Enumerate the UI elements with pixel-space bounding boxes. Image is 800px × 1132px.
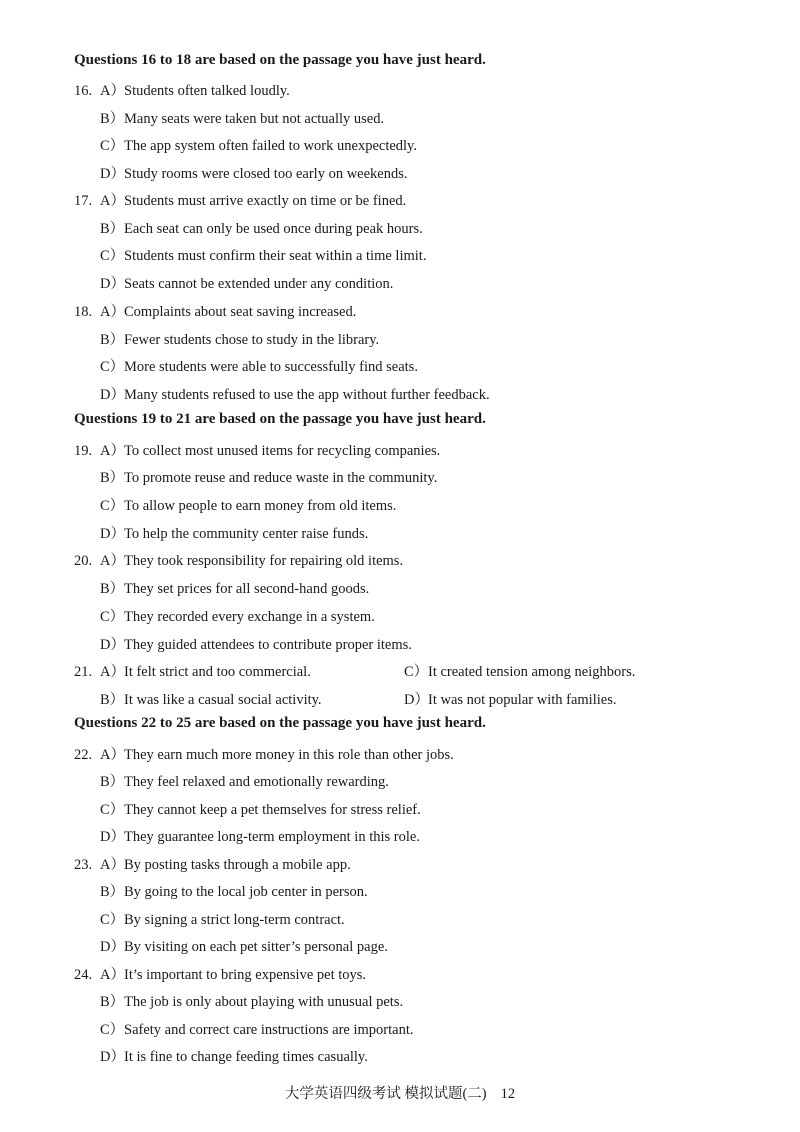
question-20-option-d: D）They guided attendees to contribute proper items. (100, 637, 412, 653)
question-number: 22. (74, 747, 93, 763)
question-19-option-b: B）To promote reuse and reduce waste in the community. (100, 470, 438, 486)
section-heading: Questions 22 to 25 are based on the passage you have just heard. (74, 715, 486, 731)
question-17-option-c: C）Students must confirm their seat within a time limit. (100, 248, 427, 264)
question-22-option-d: D）They guarantee long-term employment in this role. (100, 829, 420, 845)
question-18-option-b: B）Fewer students chose to study in the library. (100, 332, 380, 348)
question-number: 17. (74, 193, 93, 209)
question-21-option-c: C）It created tension among neighbors. (404, 664, 636, 680)
question-19-option-c: C）To allow people to earn money from old items. (100, 498, 397, 514)
question-17-option-d: D）Seats cannot be extended under any condition. (100, 276, 394, 292)
question-21-option-d: D）It was not popular with families. (404, 692, 617, 708)
page-number: 12 (500, 1086, 516, 1102)
question-22-option-c: C）They cannot keep a pet themselves for stress relief. (100, 802, 421, 818)
question-19-option-a: 19. A）To collect most unused items for recycling companies. (74, 443, 441, 459)
question-20-option-b: B）They set prices for all second-hand goods. (100, 581, 370, 597)
question-number: 21. (74, 664, 93, 680)
section-heading: Questions 16 to 18 are based on the passage you have just heard. (74, 52, 486, 68)
question-23-option-a: 23. A）By posting tasks through a mobile app. (74, 857, 351, 873)
exam-title: 大学英语四级考试 模拟试题(二) (284, 1086, 487, 1102)
question-23-option-c: C）By signing a strict long-term contract. (100, 912, 345, 928)
question-20-option-c: C）They recorded every exchange in a system. (100, 609, 375, 625)
question-number: 19. (74, 443, 93, 459)
section-heading: Questions 19 to 21 are based on the passage you have just heard. (74, 411, 486, 427)
question-16-option-d: D）Study rooms were closed too early on weekends. (100, 166, 408, 182)
question-24-option-c: C）Safety and correct care instructions are important. (100, 1022, 414, 1038)
question-number: 24. (74, 967, 93, 983)
question-21-option-a: 21. A）It felt strict and too commercial. (74, 664, 311, 680)
question-24-option-b: B）The job is only about playing with unusual pets. (100, 994, 404, 1010)
question-23-option-b: B）By going to the local job center in person. (100, 884, 368, 900)
question-19-option-d: D）To help the community center raise funds. (100, 526, 369, 542)
question-20-option-a: 20. A）They took responsibility for repairing old items. (74, 553, 404, 569)
question-24-option-d: D）It is fine to change feeding times casually. (100, 1049, 368, 1065)
question-24-option-a: 24. A）It’s important to bring expensive pet toys. (74, 967, 367, 983)
question-number: 20. (74, 553, 93, 569)
question-16-option-a: 16. A）Students often talked loudly. (74, 83, 290, 99)
question-22-option-a: 22. A）They earn much more money in this role than other jobs. (74, 747, 454, 763)
question-16-option-b: B）Many seats were taken but not actually used. (100, 111, 385, 127)
question-16-option-c: C）The app system often failed to work unexpectedly. (100, 138, 417, 154)
question-21-option-b: B）It was like a casual social activity. (100, 692, 322, 708)
question-17-option-a: 17. A）Students must arrive exactly on time or be fined. (74, 193, 407, 209)
question-18-option-c: C）More students were able to successfully find seats. (100, 359, 418, 375)
question-17-option-b: B）Each seat can only be used once during peak hours. (100, 221, 423, 237)
question-18-option-d: D）Many students refused to use the app without further feedback. (100, 387, 490, 403)
question-18-option-a: 18. A）Complaints about seat saving increased. (74, 304, 357, 320)
question-number: 16. (74, 83, 93, 99)
question-number: 23. (74, 857, 93, 873)
question-22-option-b: B）They feel relaxed and emotionally rewarding. (100, 774, 389, 790)
question-number: 18. (74, 304, 93, 320)
question-23-option-d: D）By visiting on each pet sitter’s personal page. (100, 939, 388, 955)
page-footer (0, 1082, 800, 1103)
